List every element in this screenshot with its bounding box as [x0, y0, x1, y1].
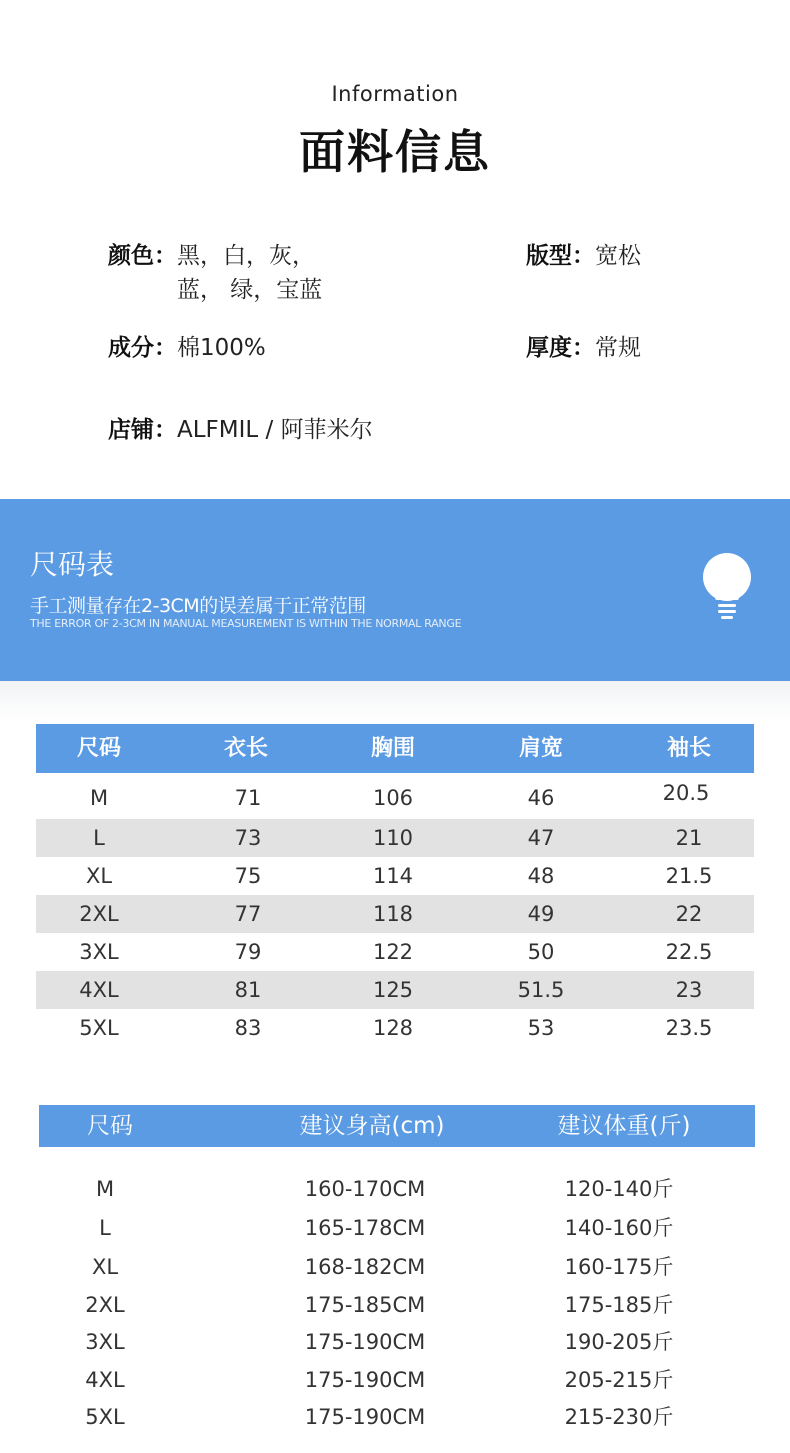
size-table-row: [36, 819, 754, 857]
length-cell: 71: [234, 786, 262, 810]
length-cell: 77: [234, 902, 262, 926]
attr-material-value: 棉100%: [177, 335, 266, 361]
size-cell: 3XL: [85, 1330, 125, 1354]
shoulder-cell: 49: [527, 902, 555, 926]
chest-cell: 125: [372, 978, 414, 1002]
size-table-header-cell: 胸围: [370, 736, 415, 761]
attr-store-value: ALFMIL / 阿菲米尔: [177, 417, 373, 443]
size-cell: 2XL: [79, 902, 119, 926]
length-cell: 81: [234, 978, 262, 1002]
shoulder-cell: 51.5: [517, 978, 565, 1002]
sleeve-cell: 23.5: [665, 1016, 713, 1040]
attr-thickness-label: 厚度：: [526, 335, 595, 361]
weight-cell: 190-205斤: [564, 1330, 674, 1354]
sleeve-cell: 23: [675, 978, 703, 1002]
chest-cell: 118: [372, 902, 414, 926]
fit-table-row: [39, 1209, 755, 1247]
height-cell: 165-178CM: [304, 1216, 426, 1240]
lightbulb-icon: [700, 552, 754, 622]
shoulder-cell: 50: [527, 940, 555, 964]
fit-table-header-cell: 尺码: [87, 1113, 133, 1139]
banner-title: 尺码表: [30, 548, 115, 581]
height-cell: 160-170CM: [304, 1177, 426, 1201]
attr-fit-label: 版型：: [526, 243, 595, 269]
weight-cell: 140-160斤: [564, 1216, 674, 1240]
weight-cell: 205-215斤: [564, 1368, 674, 1392]
size-cell: M: [95, 1177, 115, 1201]
size-table-header-cell: 衣长: [223, 736, 268, 761]
page-title: 面料信息: [299, 125, 491, 179]
shoulder-cell: 46: [527, 786, 555, 810]
shoulder-cell: 47: [527, 826, 555, 850]
length-cell: 79: [234, 940, 262, 964]
size-cell: 4XL: [85, 1368, 125, 1392]
fit-table-row: [39, 1323, 755, 1361]
length-cell: 75: [234, 864, 262, 888]
shoulder-cell: 48: [527, 864, 555, 888]
weight-cell: 160-175斤: [564, 1255, 674, 1279]
attr-color-line1: 黑，白，灰，: [177, 243, 315, 269]
chest-cell: 122: [372, 940, 414, 964]
fit-table-row: [39, 1248, 755, 1286]
attr-color-line2: 蓝， 绿，宝蓝: [177, 277, 323, 303]
size-table-row: [36, 933, 754, 971]
size-table-header-cell: 袖长: [666, 736, 711, 761]
height-cell: 175-185CM: [304, 1293, 426, 1317]
height-cell: 168-182CM: [304, 1255, 426, 1279]
weight-cell: 120-140斤: [564, 1177, 674, 1201]
chest-cell: 128: [372, 1016, 414, 1040]
shoulder-cell: 53: [527, 1016, 555, 1040]
fit-table-header-cell: 建议身高(cm): [299, 1113, 445, 1139]
size-cell: 3XL: [79, 940, 119, 964]
size-cell: 2XL: [85, 1293, 125, 1317]
fit-table-header-cell: 建议体重(斤): [557, 1113, 691, 1139]
attr-fit: [526, 239, 641, 273]
height-cell: 175-190CM: [304, 1330, 426, 1354]
length-cell: 83: [234, 1016, 262, 1040]
sleeve-cell: 21: [675, 826, 703, 850]
sleeve-cell: 22.5: [665, 940, 713, 964]
size-table-row: [36, 779, 754, 817]
weight-cell: 175-185斤: [564, 1293, 674, 1317]
attr-color-values: [177, 239, 322, 307]
attr-material-label: 成分：: [108, 335, 177, 361]
size-cell: 5XL: [85, 1405, 125, 1429]
attr-store: [108, 413, 373, 447]
size-cell: L: [99, 1216, 111, 1240]
attr-material: [108, 331, 266, 365]
size-cell: L: [93, 826, 105, 850]
chest-cell: 106: [372, 786, 414, 810]
attr-color-label: 颜色：: [108, 243, 177, 269]
size-cell: 5XL: [79, 1016, 119, 1040]
weight-cell: 215-230斤: [564, 1405, 674, 1429]
fit-table-row: [39, 1170, 755, 1208]
size-table-row: [36, 1009, 754, 1047]
fit-table-row: [39, 1398, 755, 1436]
attr-thickness: [526, 331, 641, 365]
attr-thickness-value: 常规: [595, 335, 641, 361]
sleeve-cell: 21.5: [665, 864, 713, 888]
size-cell: XL: [85, 864, 113, 888]
banner-subtitle: 手工测量存在2-3CM的误差属于正常范围: [30, 595, 366, 617]
size-table-row: [36, 971, 754, 1009]
chest-cell: 110: [372, 826, 414, 850]
height-cell: 175-190CM: [304, 1368, 426, 1392]
size-table-header: [36, 724, 754, 773]
size-table-row: [36, 895, 754, 933]
length-cell: 73: [234, 826, 262, 850]
title-english: Information: [331, 82, 459, 106]
attr-fit-value: 宽松: [595, 243, 641, 269]
size-chart-banner: [0, 499, 790, 681]
sleeve-cell: 22: [675, 902, 703, 926]
banner-shadow: [0, 681, 790, 721]
chest-cell: 114: [372, 864, 414, 888]
banner-subtitle-english: THE ERROR OF 2-3CM IN MANUAL MEASUREMENT IS WITHIN THE NORMAL RANGE: [30, 617, 462, 630]
sleeve-cell: 20.5: [662, 781, 710, 805]
size-cell: M: [89, 786, 109, 810]
size-cell: 4XL: [79, 978, 119, 1002]
fit-table-header: [39, 1105, 755, 1147]
size-table-row: [36, 857, 754, 895]
height-cell: 175-190CM: [304, 1405, 426, 1429]
attr-store-label: 店铺：: [108, 417, 177, 443]
size-cell: XL: [91, 1255, 119, 1279]
fit-table-row: [39, 1286, 755, 1324]
size-table-header-cell: 肩宽: [518, 736, 563, 761]
size-table-header-cell: 尺码: [76, 736, 121, 761]
attr-color: [108, 239, 322, 307]
fit-table-row: [39, 1361, 755, 1399]
